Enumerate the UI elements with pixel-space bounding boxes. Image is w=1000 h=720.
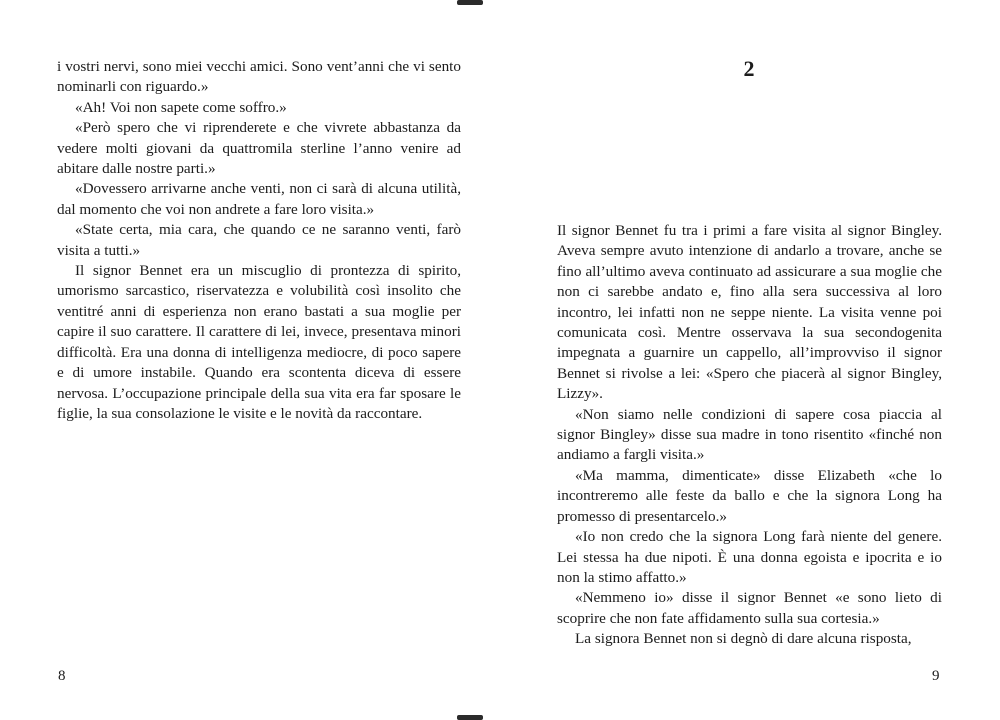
right-text-block <box>557 221 942 650</box>
paragraph: «Però spero che vi riprenderete e che vivrete abbastanza da vedere molti giovani da quattromila sterline l’anno venire ad abitare dalle nostre parti.» <box>57 119 461 178</box>
left-text-block <box>57 57 461 424</box>
paragraph: «State certa, mia cara, che quando ce ne saranno venti, farò visita a tutti.» <box>57 221 461 259</box>
chapter-heading: 2 <box>743 56 756 81</box>
paragraph: «Ma mamma, dimenticate» disse Elizabeth «che lo incontreremo alle feste da ballo e che la signora Long ha promesso di presentarcelo.» <box>557 466 942 525</box>
right-page <box>557 57 942 650</box>
paragraph: Il signor Bennet era un miscuglio di prontezza di spirito, umorismo sarcastico, riservatezza e volubilità così insolito che ventitré anni di esperienza non erano bastati a sua moglie per capire il suo carattere. Il carattere di lei, invece, presentava minori difficoltà. Era una donna di intelligenza mediocre, di poco sapere e di umore instabile. Quando era scontenta diceva di essere nervosa. L’occupazione principale della sua vita era far sposare le figlie, la sua consolazione le visite e le novità da raccontare. <box>57 262 461 422</box>
paragraph: «Dovessero arrivarne anche venti, non ci sarà di alcuna utilità, dal momento che voi non andrete a fare loro visita.» <box>57 180 461 218</box>
paragraph: Il signor Bennet fu tra i primi a fare visita al signor Bingley. Aveva sempre avuto intenzione di andarlo a trovare, anche se fino all’ultimo aveva continuato ad assicurare a sua moglie che non ci sarebbe andato e, fino alla sera successiva al loro incontro, lei infatti non ne seppe niente. La visita venne poi comunicata così. Mentre osservava la sua secondogenita impegnata a guarnire un cappello, all’improvviso il signor Bennet si rivolse a lei: «Spero che piacerà al signor Bingley, Lizzy». <box>557 222 942 403</box>
paragraph: «Non siamo nelle condizioni di sapere cosa piaccia al signor Bingley» disse sua madre in tono risentito «finché non andiamo a fargli visita.» <box>557 405 942 464</box>
paragraph: i vostri nervi, sono miei vecchi amici. Sono vent’anni che vi sento nominarli con riguardo.» <box>57 58 461 96</box>
paragraph: «Io non credo che la signora Long farà niente del genere. Lei stessa ha due nipoti. È una donna egoista e ipocrita e io non la stimo affatto.» <box>557 528 942 586</box>
bottom-edge-mark <box>457 715 483 720</box>
paragraph: La signora Bennet non si degnò di dare alcuna risposta, <box>575 630 912 648</box>
left-page <box>57 57 461 424</box>
paragraph: «Nemmeno io» disse il signor Bennet «e sono lieto di scoprire che non fate affidamento sulla sua cortesia.» <box>557 589 942 627</box>
paragraph: «Ah! Voi non sapete come soffro.» <box>75 98 287 116</box>
top-edge-mark <box>457 0 483 5</box>
page-number-right: 9 <box>932 668 940 684</box>
page-number-left: 8 <box>58 668 66 684</box>
